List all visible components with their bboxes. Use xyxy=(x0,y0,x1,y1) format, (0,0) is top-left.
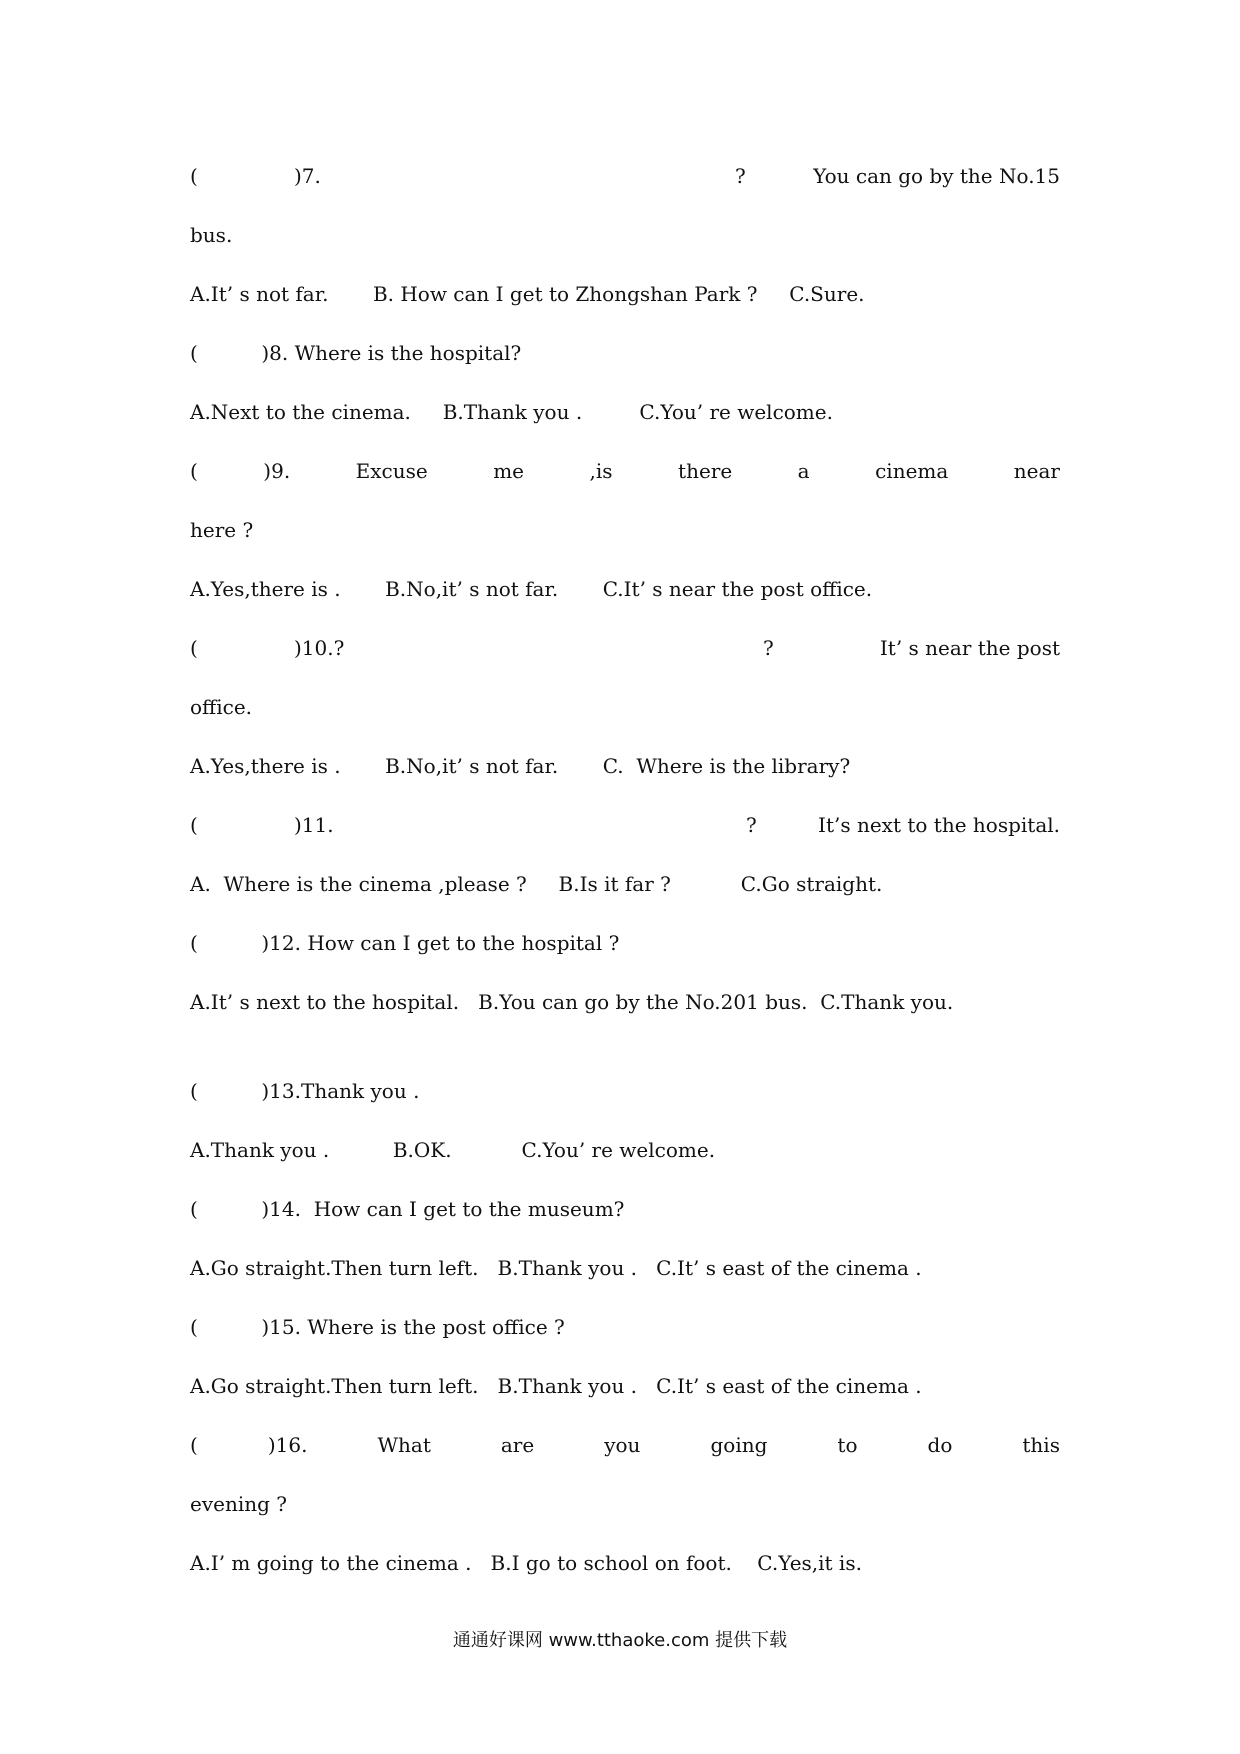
question-16-word: going xyxy=(710,1433,768,1457)
question-10-number: )10.? xyxy=(294,636,345,660)
question-9-options: A.Yes,there is . B.No,it’ s not far. C.It’ s near the post office. xyxy=(190,577,873,601)
question-16-options: A.I’ m going to the cinema . B.I go to school on foot. C.Yes,it is. xyxy=(190,1551,862,1575)
question-11-paren-open: ( xyxy=(190,813,198,837)
question-15-options: A.Go straight.Then turn left. B.Thank you . C.It’ s east of the cinema . xyxy=(190,1374,922,1398)
question-16-word: this xyxy=(1022,1433,1060,1457)
question-15-line: ( )15. Where is the post office ? xyxy=(190,1315,565,1339)
question-16-wrap: evening ? xyxy=(190,1492,288,1516)
question-10-paren-open: ( xyxy=(190,636,198,660)
question-9-word: Excuse xyxy=(355,459,428,483)
question-8-line: ( )8. Where is the hospital? xyxy=(190,341,522,365)
question-11-qmark: ? xyxy=(746,813,757,837)
question-9-word: ( xyxy=(190,459,198,483)
question-11-answer: It’s next to the hospital. xyxy=(818,813,1060,837)
question-16-word: )16. xyxy=(267,1433,308,1457)
question-7-options: A.It’ s not far. B. How can I get to Zhongshan Park ? C.Sure. xyxy=(190,282,865,306)
question-12-options: A.It’ s next to the hospital. B.You can go by the No.201 bus. C.Thank you. xyxy=(190,990,954,1014)
question-7-line xyxy=(190,156,1060,196)
question-10-line xyxy=(190,628,1060,668)
question-16-word: you xyxy=(604,1433,641,1457)
question-12-line: ( )12. How can I get to the hospital ? xyxy=(190,931,620,955)
question-7-wrap: bus. xyxy=(190,223,233,247)
question-9-word: cinema xyxy=(875,459,949,483)
question-7-answer: You can go by the No.15 xyxy=(813,164,1060,188)
question-11-line xyxy=(190,805,1060,845)
question-9-word: there xyxy=(678,459,733,483)
question-10-wrap: office. xyxy=(190,695,253,719)
question-8-options: A.Next to the cinema. B.Thank you . C.You’ re welcome. xyxy=(190,400,833,424)
question-9-line xyxy=(190,451,1060,491)
question-13-line: ( )13.Thank you . xyxy=(190,1079,420,1103)
question-7-paren-open: ( xyxy=(190,164,198,188)
question-16-word: to xyxy=(837,1433,858,1457)
question-10-answer: It’ s near the post xyxy=(879,636,1060,660)
question-16-word: are xyxy=(500,1433,535,1457)
question-14-line: ( )14. How can I get to the museum? xyxy=(190,1197,625,1221)
question-9-word: me xyxy=(493,459,525,483)
question-11-number: )11. xyxy=(294,813,334,837)
question-7-qmark: ? xyxy=(735,164,746,188)
question-10-qmark: ? xyxy=(763,636,774,660)
question-9-word: )9. xyxy=(263,459,291,483)
question-16-line xyxy=(190,1425,1060,1465)
question-14-options: A.Go straight.Then turn left. B.Thank you . C.It’ s east of the cinema . xyxy=(190,1256,922,1280)
question-7-number: )7. xyxy=(294,164,321,188)
question-16-word: What xyxy=(377,1433,431,1457)
question-9-word: ,is xyxy=(589,459,613,483)
question-9-word: near xyxy=(1013,459,1060,483)
page-footer: 通通好课网 www.tthaoke.com 提供下载 xyxy=(452,1630,788,1651)
question-9-word: a xyxy=(797,459,810,483)
question-11-options: A. Where is the cinema ,please ? B.Is it far ? C.Go straight. xyxy=(190,872,883,896)
question-16-word: ( xyxy=(190,1433,198,1457)
question-13-options: A.Thank you . B.OK. C.You’ re welcome. xyxy=(190,1138,716,1162)
question-16-word: do xyxy=(927,1433,953,1457)
question-10-options: A.Yes,there is . B.No,it’ s not far. C. Where is the library? xyxy=(190,754,851,778)
question-9-wrap: here ? xyxy=(190,518,254,542)
